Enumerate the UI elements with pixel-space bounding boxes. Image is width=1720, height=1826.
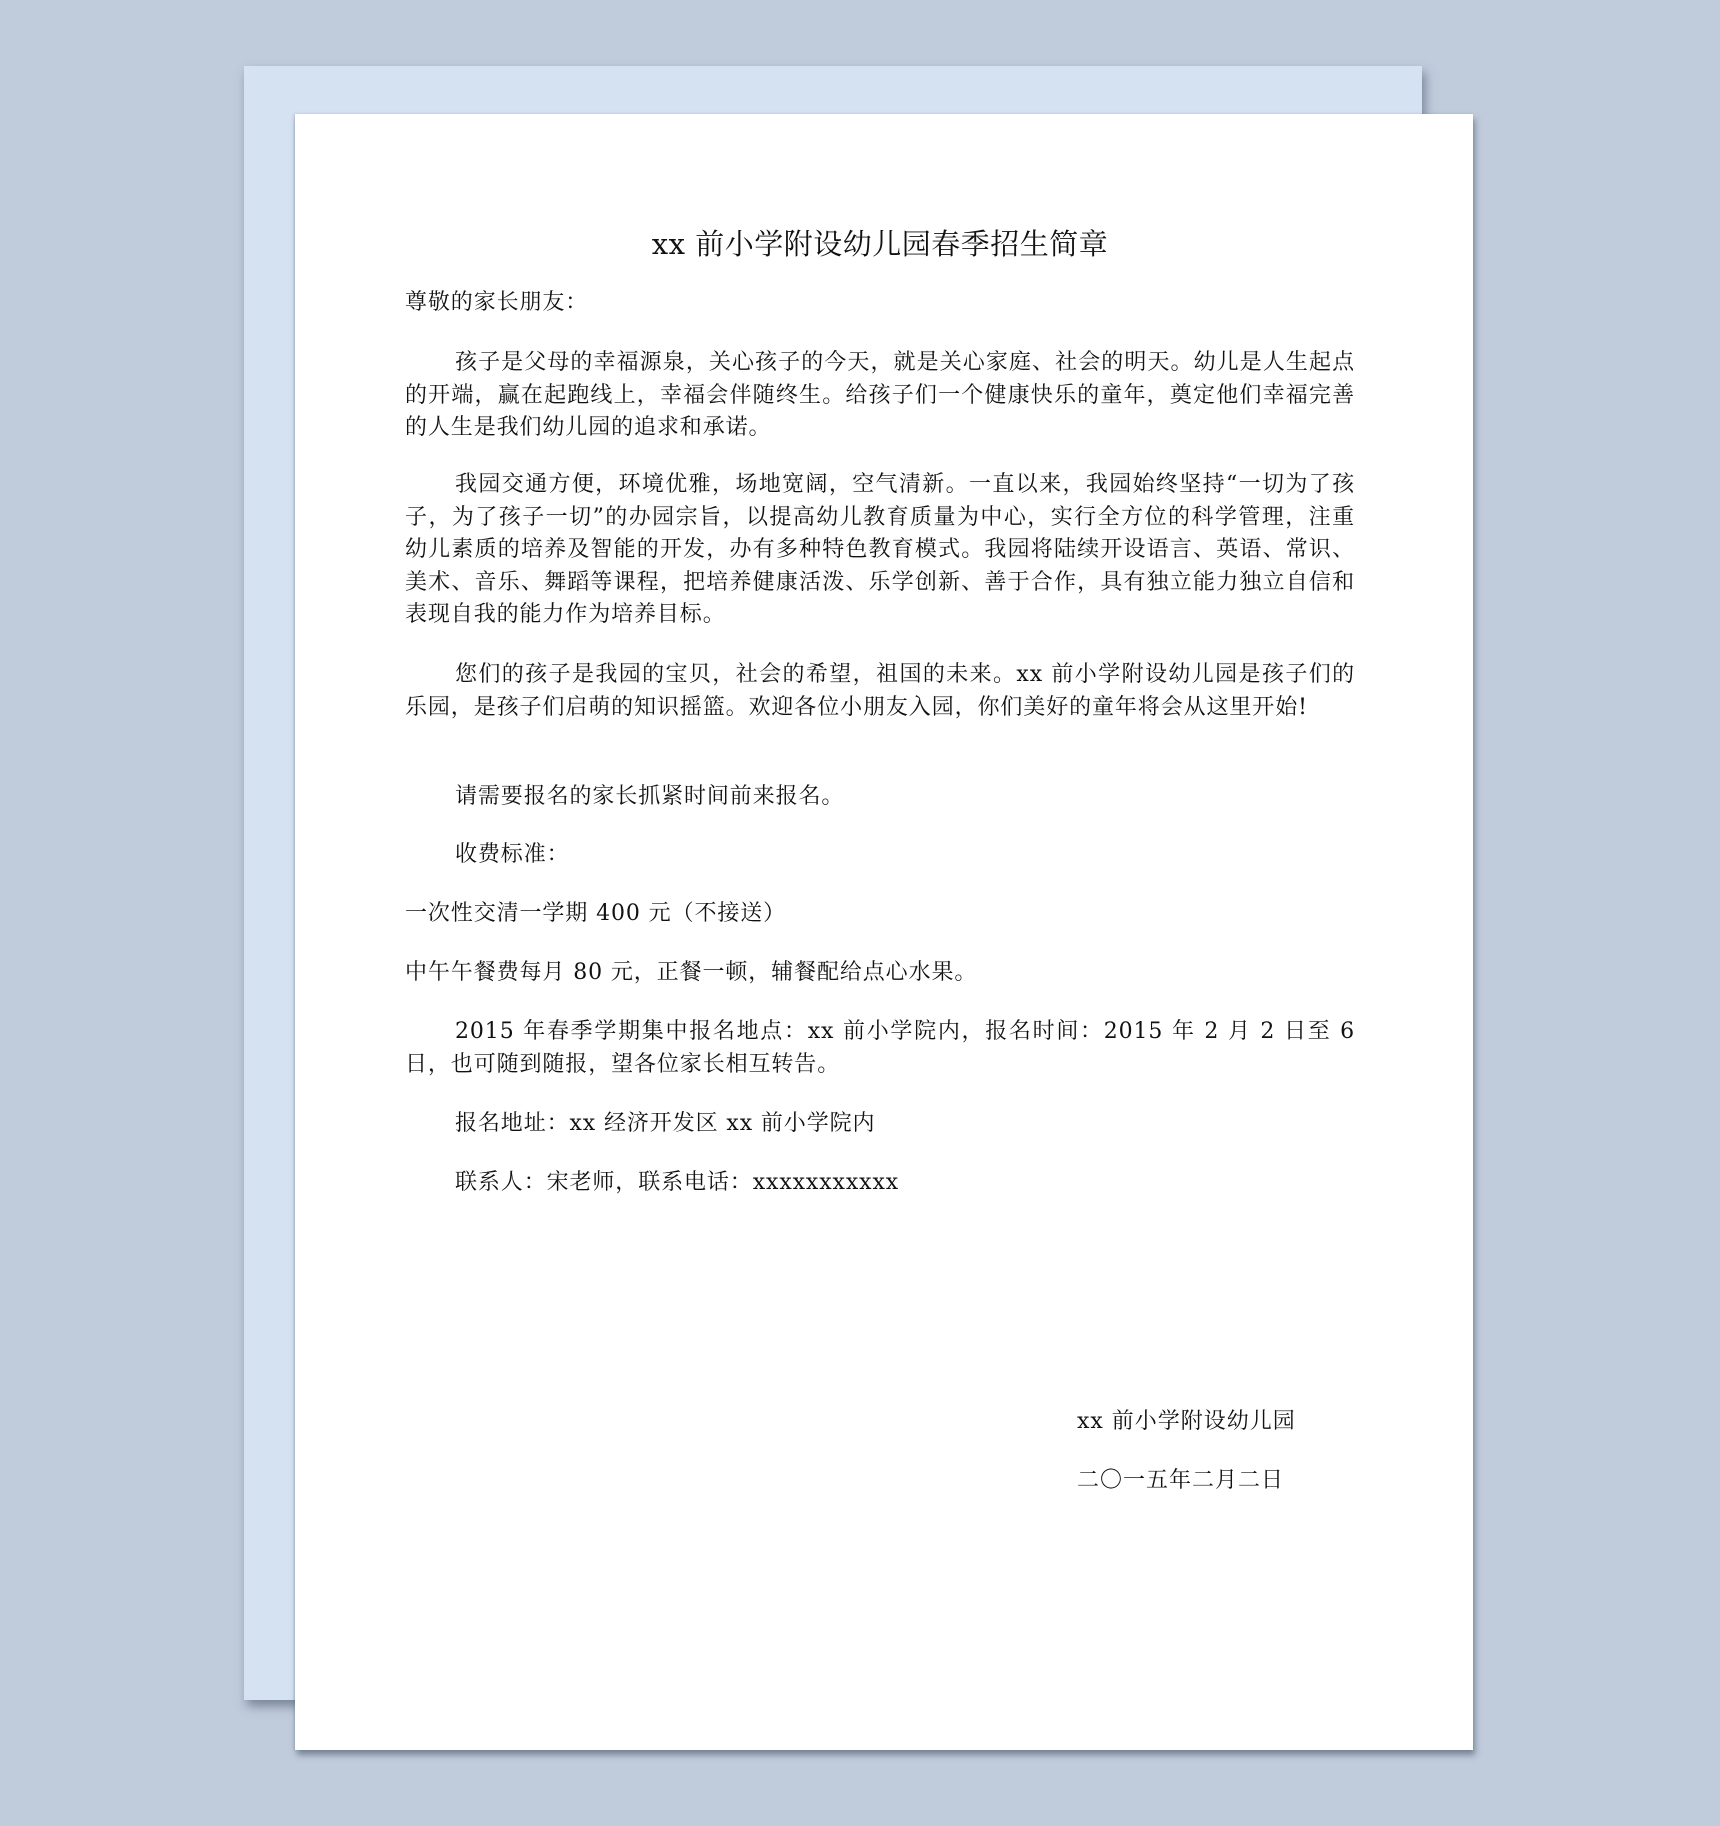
registration-info: 2015 年春季学期集中报名地点：xx 前小学院内，报名时间：2015 年 2 月 2 日至 6 日，也可随到随报，望各位家长相互转告。 <box>405 1019 1355 1077</box>
paragraph-intro: 孩子是父母的幸福源泉，关心孩子的今天，就是关心家庭、社会的明天。幼儿是人生起点的开端，赢在起跑线上，幸福会伴随终生。给孩子们一个健康快乐的童年，奠定他们幸福完善的人生是我们幼儿园的追求和承诺。 <box>405 350 1355 440</box>
fee-item-lunch: 中午午餐费每月 80 元，正餐一顿，辅餐配给点心水果。 <box>405 960 978 985</box>
contact-info: 联系人：宋老师，联系电话：xxxxxxxxxxx <box>455 1170 900 1195</box>
fee-item-tuition: 一次性交清一学期 400 元（不接送） <box>405 901 787 926</box>
document-title: xx 前小学附设幼儿园春季招生简章 <box>651 227 1109 261</box>
signature-date: 二〇一五年二月二日 <box>1077 1468 1285 1493</box>
call-to-action: 请需要报名的家长抓紧时间前来报名。 <box>455 784 845 809</box>
salutation: 尊敬的家长朋友： <box>405 290 589 315</box>
registration-address: 报名地址：xx 经济开发区 xx 前小学院内 <box>455 1111 876 1136</box>
signature-organization: xx 前小学附设幼儿园 <box>1077 1409 1296 1434</box>
paragraph-welcome: 您们的孩子是我园的宝贝，社会的希望，祖国的未来。xx 前小学附设幼儿园是孩子们的乐园，是孩子们启萌的知识摇篮。欢迎各位小朋友入园，你们美好的童年将会从这里开始! <box>405 662 1355 720</box>
document-page <box>295 114 1473 1750</box>
fees-heading: 收费标准： <box>455 842 570 867</box>
paragraph-facilities: 我园交通方便，环境优雅，场地宽阔，空气清新。一直以来，我园始终坚持“一切为了孩子，为了孩子一切”的办园宗旨，以提高幼儿教育质量为中心，实行全方位的科学管理，注重幼儿素质的培养及智能的开发，办有多种特色教育模式。我园将陆续开设语言、英语、常识、美术、音乐、舞蹈等课程，把培养健康活泼、乐学创新、善于合作，具有独立能力独立自信和表现自我的能力作为培养目标。 <box>405 472 1355 627</box>
